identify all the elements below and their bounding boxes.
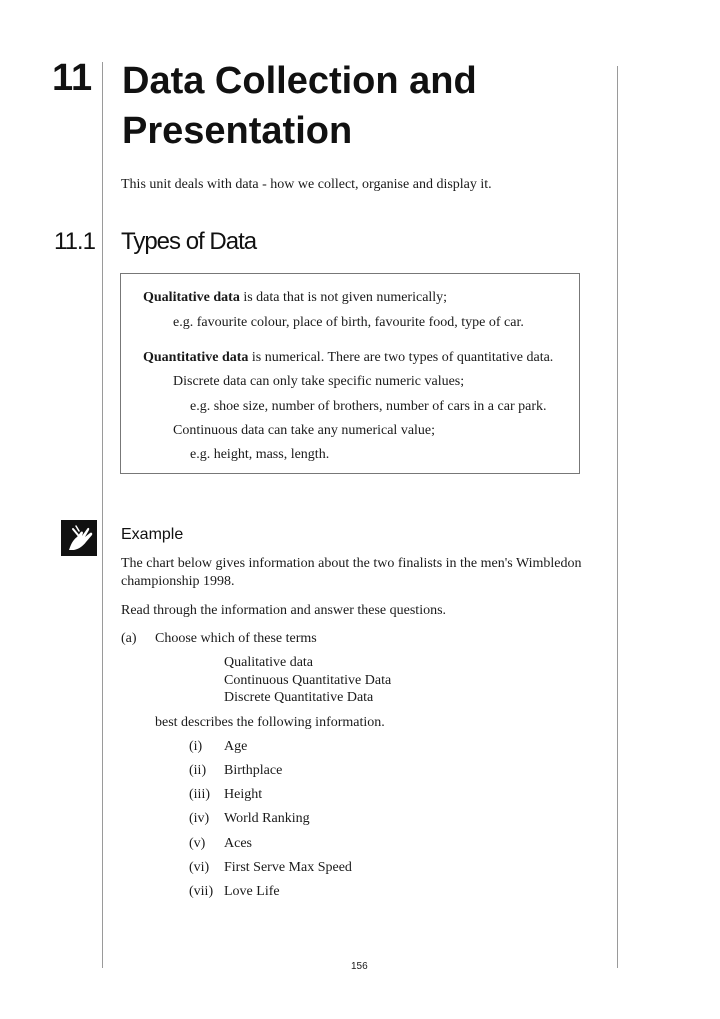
question-item-text: Aces [224, 836, 252, 851]
question-item-number: (iv) [189, 811, 210, 826]
qualitative-term: Qualitative data [143, 290, 240, 305]
quantitative-description: is numerical. There are two types of quantitative data. [248, 350, 554, 365]
qualitative-example: e.g. favourite colour, place of birth, favourite food, type of car. [173, 315, 524, 330]
example-intro [121, 555, 582, 591]
chapter-title [122, 56, 602, 156]
example-instruction: Read through the information and answer these questions. [121, 603, 447, 618]
discrete-example: e.g. shoe size, number of brothers, number of cars in a car park. [190, 399, 547, 414]
question-item-text: Love Life [224, 884, 280, 899]
definitions-box [120, 273, 580, 474]
discrete-definition: Discrete data can only take specific numeric values; [173, 374, 465, 389]
quantitative-term: Quantitative data [143, 350, 249, 365]
question-item-text: World Ranking [224, 811, 310, 826]
question-item-text: Birthplace [224, 763, 283, 778]
chapter-number: 11 [52, 57, 93, 99]
question-item-number: (vii) [189, 884, 214, 899]
page-number: 156 [351, 961, 368, 972]
right-margin-rule [617, 66, 618, 968]
term-item: Continuous Quantitative Data [224, 673, 392, 688]
continuous-example: e.g. height, mass, length. [190, 447, 330, 462]
term-item: Discrete Quantitative Data [224, 690, 374, 705]
question-item-number: (i) [189, 739, 203, 754]
example-intro-line1: The chart below gives information about the two finalists in the men's Wimbledon [121, 556, 582, 571]
section-title: Types of Data [121, 228, 257, 255]
chapter-title-line1: Data Collection and [122, 60, 477, 102]
chapter-intro: This unit deals with data - how we collect, organise and display it. [121, 177, 492, 192]
question-item-text: First Serve Max Speed [224, 860, 352, 875]
quantitative-definition [143, 350, 553, 366]
section-number: 11.1 [54, 228, 95, 255]
qualitative-definition [143, 290, 447, 306]
part-a-text: Choose which of these terms [155, 631, 317, 646]
part-a-label: (a) [121, 631, 137, 646]
writing-hand-icon [61, 520, 97, 556]
example-heading: Example [121, 526, 184, 543]
question-item-number: (vi) [189, 860, 210, 875]
example-intro-line2: championship 1998. [121, 574, 235, 589]
question-item-number: (v) [189, 836, 206, 851]
chapter-title-line2: Presentation [122, 110, 353, 152]
question-item-text: Height [224, 787, 263, 802]
question-item-number: (iii) [189, 787, 210, 802]
question-item-text: Age [224, 739, 248, 754]
term-item: Qualitative data [224, 655, 314, 670]
qualitative-description: is data that is not given numerically; [239, 290, 448, 305]
left-margin-rule [102, 62, 103, 968]
continuous-definition: Continuous data can take any numerical value; [173, 423, 436, 438]
best-describes-text: best describes the following information. [155, 715, 385, 730]
question-item-number: (ii) [189, 763, 207, 778]
